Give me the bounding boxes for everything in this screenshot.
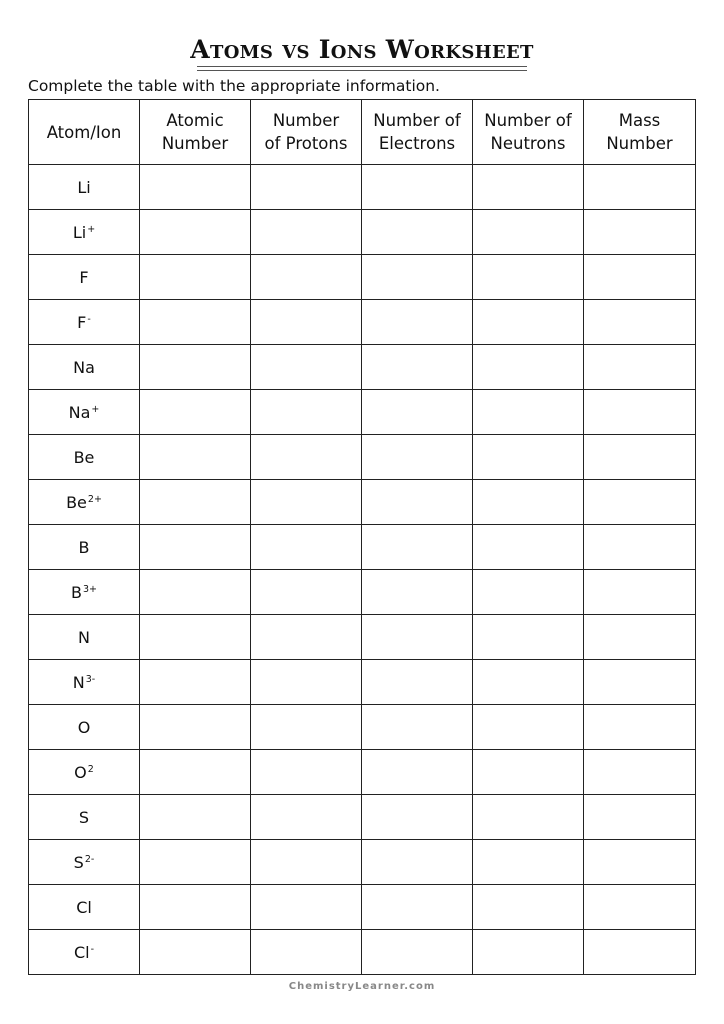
element-symbol: S (73, 852, 84, 872)
answer-cell[interactable] (140, 210, 251, 255)
answer-cell[interactable] (362, 165, 473, 210)
ion-charge: + (87, 223, 96, 235)
element-symbol: B (71, 582, 82, 602)
answer-cell[interactable] (473, 750, 584, 795)
answer-cell[interactable] (584, 660, 696, 705)
answer-cell[interactable] (140, 390, 251, 435)
answer-cell[interactable] (140, 480, 251, 525)
answer-cell[interactable] (584, 795, 696, 840)
ion-charge: 3+ (82, 583, 97, 595)
answer-cell[interactable] (584, 255, 696, 300)
symbol-cell (29, 255, 140, 300)
answer-cell[interactable] (140, 165, 251, 210)
answer-cell[interactable] (140, 705, 251, 750)
answer-cell[interactable] (473, 795, 584, 840)
table-row (29, 300, 696, 345)
element-symbol: N (72, 672, 85, 692)
answer-cell[interactable] (584, 165, 696, 210)
ion-charge: 2+ (87, 493, 102, 505)
element-symbol: Be (66, 492, 87, 512)
symbol-cell (29, 390, 140, 435)
answer-cell[interactable] (584, 390, 696, 435)
answer-cell[interactable] (140, 525, 251, 570)
answer-cell[interactable] (473, 255, 584, 300)
title-underline-bottom (197, 70, 527, 71)
answer-cell[interactable] (251, 570, 362, 615)
answer-cell[interactable] (473, 840, 584, 885)
symbol-cell (29, 615, 140, 660)
column-header (140, 100, 251, 165)
answer-cell[interactable] (473, 660, 584, 705)
answer-cell[interactable] (140, 660, 251, 705)
answer-cell[interactable] (584, 435, 696, 480)
symbol-cell (29, 210, 140, 255)
table-row (29, 525, 696, 570)
ion-charge: + (91, 403, 100, 415)
table-row (29, 165, 696, 210)
answer-cell[interactable] (473, 390, 584, 435)
answer-cell[interactable] (251, 615, 362, 660)
answer-cell[interactable] (140, 435, 251, 480)
symbol-cell (29, 885, 140, 930)
answer-cell[interactable] (362, 525, 473, 570)
worksheet-title: Atoms vs Ions Worksheet (190, 35, 534, 64)
title-underline-top (197, 66, 527, 67)
answer-cell[interactable] (362, 255, 473, 300)
column-header-line1: Atom/Ion (46, 122, 122, 142)
table-row (29, 705, 696, 750)
answer-cell[interactable] (362, 345, 473, 390)
element-symbol: Cl (73, 942, 90, 962)
element-symbol: F (77, 312, 87, 332)
answer-cell[interactable] (362, 210, 473, 255)
answer-cell[interactable] (251, 165, 362, 210)
answer-cell[interactable] (473, 210, 584, 255)
element-symbol: Na (73, 357, 95, 377)
table-row (29, 255, 696, 300)
answer-cell[interactable] (584, 345, 696, 390)
table-row (29, 570, 696, 615)
answer-cell[interactable] (140, 255, 251, 300)
answer-cell[interactable] (362, 390, 473, 435)
answer-cell[interactable] (140, 930, 251, 975)
column-header-line1: Mass (618, 111, 661, 130)
answer-cell[interactable] (251, 390, 362, 435)
answer-cell[interactable] (362, 930, 473, 975)
column-header (584, 100, 696, 165)
element-symbol: F (79, 267, 89, 287)
table-row (29, 345, 696, 390)
column-header-line2: Number (161, 134, 229, 153)
column-header-line1: Number (272, 111, 340, 130)
answer-cell[interactable] (140, 885, 251, 930)
answer-cell[interactable] (251, 480, 362, 525)
answer-cell[interactable] (362, 480, 473, 525)
element-symbol: O (77, 717, 91, 737)
answer-cell[interactable] (251, 210, 362, 255)
answer-cell[interactable] (362, 840, 473, 885)
symbol-cell (29, 840, 140, 885)
answer-cell[interactable] (362, 795, 473, 840)
ion-charge: - (87, 313, 91, 325)
answer-cell[interactable] (473, 615, 584, 660)
element-symbol: N (78, 627, 90, 647)
instructions-text: Complete the table with the appropriate information. (28, 77, 440, 95)
answer-cell[interactable] (473, 570, 584, 615)
column-header-line1: Number of (484, 111, 572, 130)
answer-cell[interactable] (251, 345, 362, 390)
answer-cell[interactable] (251, 840, 362, 885)
symbol-cell (29, 300, 140, 345)
answer-cell[interactable] (251, 885, 362, 930)
ion-charge: 2 (87, 763, 94, 775)
footer-credit: ChemistryLearner.com (288, 981, 436, 992)
answer-cell[interactable] (584, 705, 696, 750)
header-row (29, 100, 696, 165)
table-body (29, 165, 696, 975)
column-header (473, 100, 584, 165)
worksheet-table (28, 99, 696, 975)
answer-cell[interactable] (473, 930, 584, 975)
answer-cell[interactable] (473, 525, 584, 570)
answer-cell[interactable] (362, 660, 473, 705)
answer-cell[interactable] (473, 300, 584, 345)
answer-cell[interactable] (362, 885, 473, 930)
answer-cell[interactable] (251, 930, 362, 975)
symbol-cell (29, 795, 140, 840)
element-symbol: Li (72, 222, 87, 242)
answer-cell[interactable] (473, 165, 584, 210)
answer-cell[interactable] (362, 435, 473, 480)
element-symbol: Be (73, 447, 95, 467)
answer-cell[interactable] (584, 930, 696, 975)
ion-charge: 2- (84, 853, 95, 865)
column-header (29, 100, 140, 165)
answer-cell[interactable] (473, 435, 584, 480)
answer-cell[interactable] (584, 750, 696, 795)
answer-cell[interactable] (140, 570, 251, 615)
answer-cell[interactable] (584, 300, 696, 345)
column-header-line1: Number of (373, 111, 461, 130)
symbol-cell (29, 570, 140, 615)
table-row (29, 750, 696, 795)
answer-cell[interactable] (584, 570, 696, 615)
answer-cell[interactable] (251, 795, 362, 840)
symbol-cell (29, 750, 140, 795)
answer-cell[interactable] (473, 480, 584, 525)
answer-cell[interactable] (140, 345, 251, 390)
answer-cell[interactable] (140, 840, 251, 885)
table-row (29, 210, 696, 255)
answer-cell[interactable] (251, 705, 362, 750)
answer-cell[interactable] (251, 300, 362, 345)
table-row (29, 390, 696, 435)
column-header-line1: Atomic (166, 111, 224, 130)
answer-cell[interactable] (473, 885, 584, 930)
table-row (29, 885, 696, 930)
table-row (29, 435, 696, 480)
answer-cell[interactable] (362, 615, 473, 660)
table-row (29, 840, 696, 885)
answer-cell[interactable] (140, 750, 251, 795)
table-row (29, 660, 696, 705)
element-symbol: Na (68, 402, 91, 422)
answer-cell[interactable] (362, 705, 473, 750)
answer-cell[interactable] (473, 705, 584, 750)
column-header-line2: of Protons (264, 134, 348, 153)
symbol-cell (29, 705, 140, 750)
column-header (251, 100, 362, 165)
symbol-cell (29, 930, 140, 975)
table-row (29, 480, 696, 525)
answer-cell[interactable] (251, 750, 362, 795)
element-symbol: S (78, 807, 90, 827)
element-symbol: Li (77, 177, 91, 197)
column-header (362, 100, 473, 165)
answer-cell[interactable] (362, 570, 473, 615)
answer-cell[interactable] (584, 840, 696, 885)
column-header-line2: Number (606, 134, 673, 153)
ion-charge: - (90, 943, 95, 955)
answer-cell[interactable] (584, 525, 696, 570)
answer-cell[interactable] (584, 885, 696, 930)
answer-cell[interactable] (251, 435, 362, 480)
answer-cell[interactable] (251, 660, 362, 705)
symbol-cell (29, 480, 140, 525)
answer-cell[interactable] (362, 300, 473, 345)
table-row (29, 615, 696, 660)
symbol-cell (29, 660, 140, 705)
answer-cell[interactable] (140, 615, 251, 660)
answer-cell[interactable] (473, 345, 584, 390)
answer-cell[interactable] (251, 255, 362, 300)
symbol-cell (29, 525, 140, 570)
element-symbol: B (78, 537, 90, 557)
element-symbol: O (74, 762, 87, 782)
symbol-cell (29, 345, 140, 390)
table-row (29, 795, 696, 840)
answer-cell[interactable] (584, 480, 696, 525)
ion-charge: 3- (85, 673, 96, 685)
answer-cell[interactable] (584, 210, 696, 255)
column-header-line2: Neutrons (490, 134, 566, 153)
symbol-cell (29, 435, 140, 480)
column-header-line2: Electrons (378, 134, 456, 153)
answer-cell[interactable] (584, 615, 696, 660)
table-row (29, 930, 696, 975)
answer-cell[interactable] (251, 525, 362, 570)
answer-cell[interactable] (362, 750, 473, 795)
answer-cell[interactable] (140, 300, 251, 345)
element-symbol: Cl (76, 897, 92, 917)
symbol-cell (29, 165, 140, 210)
answer-cell[interactable] (140, 795, 251, 840)
